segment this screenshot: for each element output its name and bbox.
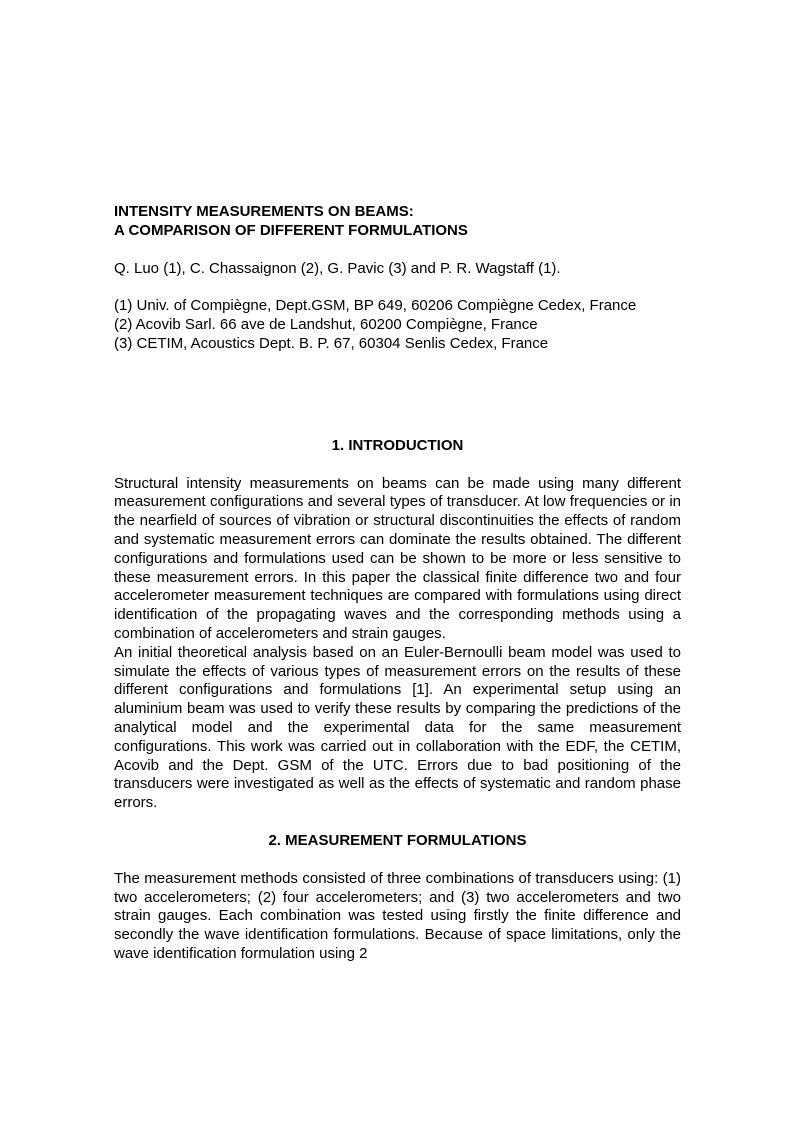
introduction-paragraph-2: An initial theoretical analysis based on an Euler-Bernoulli beam model was used to simulate the effects of various types of measurement errors on the results of these different configurations and formulations [1]. An experimental setup using an aluminium beam was used to verify these results by comparing the predictions of the analytical model and the experimental data for the same measurement configurations. This work was carried out in collaboration with the EDF, the CETIM, Acovib and the Dept. GSM of the UTC. Errors due to bad positioning of the transducers were investigated as well as the effects of systematic and random phase errors. [114, 643, 681, 812]
formulations-paragraph-1: The measurement methods consisted of three combinations of transducers using: (1) two accelerometers; (2) four accelerometers; and (3) two accelerometers and two strain gauges. Each combination was tested using firstly the finite difference and secondly the wave identification formulations. Because of space limitations, only the wave identification formulation using 2 [114, 869, 681, 962]
paper-title-line-2: A COMPARISON OF DIFFERENT FORMULATIONS [114, 221, 468, 239]
author-list: Q. Luo (1), C. Chassaignon (2), G. Pavic (3) and P. R. Wagstaff (1). [114, 259, 561, 277]
introduction-paragraph-1: Structural intensity measurements on beams can be made using many different measurement configurations and several types of transducer. At low frequencies or in the nearfield of sources of vibration or structural discontinuities the effects of random and systematic measurement errors can dominate the results obtained. The different configurations and formulations used can be shown to be more or less sensitive to these measurement errors. In this paper the classical finite difference two and four accelerometer measurement techniques are compared with formulations using direct identification of the propagating waves and the corresponding methods using a combination of accelerometers and strain gauges. [114, 474, 681, 642]
affiliation-list [114, 297, 681, 353]
section-heading-formulations: 2. MEASUREMENT FORMULATIONS [268, 831, 527, 849]
section-heading-introduction: 1. INTRODUCTION [331, 436, 464, 454]
affiliation-2: (2) Acovib Sarl. 66 ave de Landshut, 60200 Compiègne, France [114, 316, 538, 334]
affiliation-3: (3) CETIM, Acoustics Dept. B. P. 67, 60304 Senlis Cedex, France [114, 334, 549, 352]
affiliation-1: (1) Univ. of Compiègne, Dept.GSM, BP 649, 60206 Compiègne Cedex, France [114, 297, 637, 315]
paper-page [114, 203, 681, 964]
paper-title-line-1: INTENSITY MEASUREMENTS ON BEAMS: [114, 203, 414, 220]
